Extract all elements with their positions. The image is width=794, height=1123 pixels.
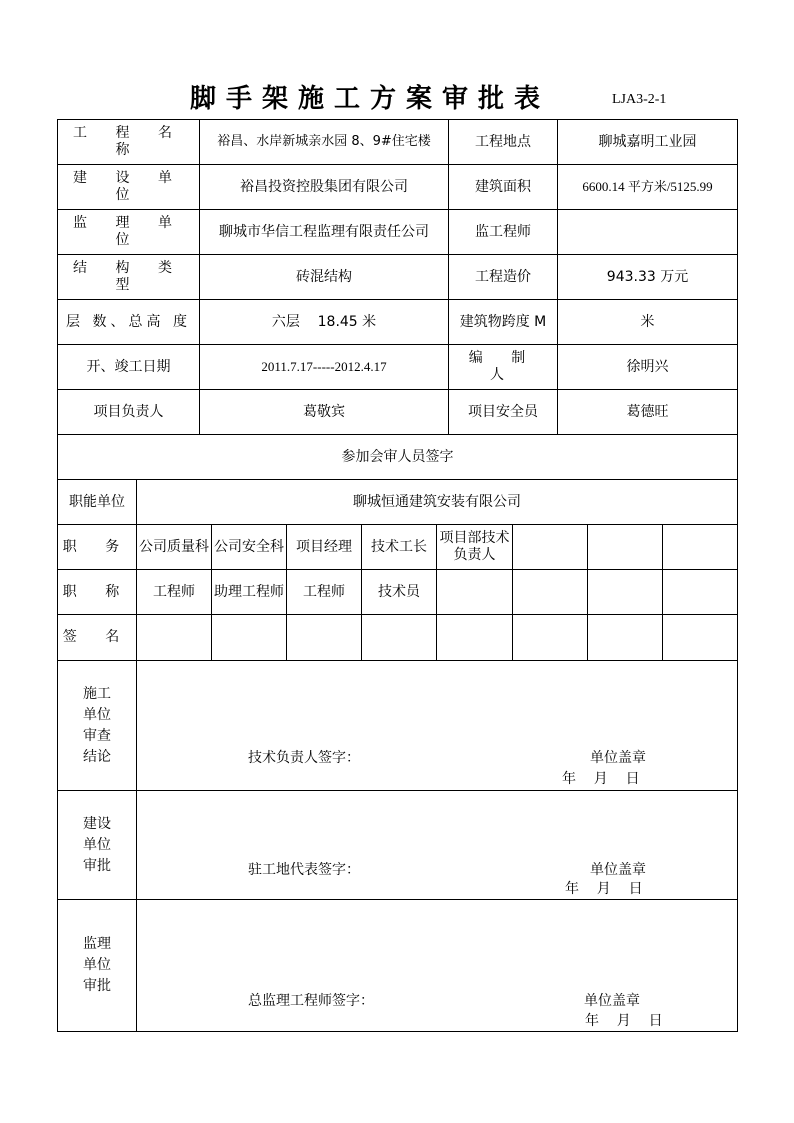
supervisor-unit-label: 监 理 单 位 [57, 209, 200, 255]
title-cell [436, 569, 513, 615]
review-heading: 参加会审人员签字 [57, 434, 738, 480]
project-location-label: 工程地点 [448, 119, 558, 165]
project-location-value: 聊城嘉明工业园 [557, 119, 738, 165]
post-cell: 公司安全科 [211, 524, 287, 570]
construction-signer: 技术负责人签字： [248, 750, 360, 766]
supervisor-engineer-label: 监工程师 [448, 209, 558, 255]
post-label: 职 务 [57, 524, 137, 570]
title-cell: 技术员 [361, 569, 437, 615]
structure-label: 结 构 类 型 [57, 254, 200, 300]
form-code: LJA3-2-1 [612, 92, 667, 107]
safety-value: 葛德旺 [557, 389, 738, 435]
title-cell: 助理工程师 [211, 569, 287, 615]
signature-cell [286, 614, 362, 661]
builder-approval-label: 建设 单位 审批 [57, 790, 137, 900]
supervisor-stamp: 单位盖章 [584, 993, 640, 1009]
unit-label: 职能单位 [57, 479, 137, 525]
signature-cell [211, 614, 287, 661]
construction-stamp: 单位盖章 [590, 750, 646, 766]
project-name-label: 工 程 名 称 [57, 119, 200, 165]
span-label: 建筑物跨度 M [448, 299, 558, 345]
post-cell [662, 524, 738, 570]
safety-label: 项目安全员 [448, 389, 558, 435]
page-title: 脚手架施工方案审批表 [190, 84, 551, 114]
area-value: 6600.14 平方米/5125.99 [557, 164, 738, 210]
unit-value: 聊城恒通建筑安装有限公司 [136, 479, 738, 525]
post-cell: 公司质量科 [136, 524, 212, 570]
builder-signer: 驻工地代表签字： [248, 862, 360, 878]
signature-cell [662, 614, 738, 661]
builder-approval-area [136, 790, 738, 900]
post-cell [512, 524, 588, 570]
floors-value: 六层 18.45 米 [199, 299, 449, 345]
cost-label: 工程造价 [448, 254, 558, 300]
span-value: 米 [557, 299, 738, 345]
title-cell [587, 569, 663, 615]
signature-cell [136, 614, 212, 661]
pm-label: 项目负责人 [57, 389, 200, 435]
post-cell: 项目部技术负责人 [436, 524, 513, 570]
sign-label: 签 名 [57, 614, 137, 661]
dates-label: 开、竣工日期 [57, 344, 200, 390]
supervisor-unit-value: 聊城市华信工程监理有限责任公司 [199, 209, 449, 255]
supervisor-engineer-value [557, 209, 738, 255]
supervisor-date: 年 月 日 [585, 1013, 663, 1029]
signature-cell [436, 614, 513, 661]
construction-date: 年 月 日 [562, 771, 640, 787]
builder-stamp: 单位盖章 [590, 862, 646, 878]
area-label: 建筑面积 [448, 164, 558, 210]
compiler-value: 徐明兴 [557, 344, 738, 390]
supervisor-signer: 总监理工程师签字： [248, 993, 374, 1009]
structure-value: 砖混结构 [199, 254, 449, 300]
post-cell: 技术工长 [361, 524, 437, 570]
title-label: 职 称 [57, 569, 137, 615]
compiler-label: 编 制 人 [448, 344, 558, 390]
builder-label: 建 设 单 位 [57, 164, 200, 210]
signature-cell [587, 614, 663, 661]
title-cell: 工程师 [286, 569, 362, 615]
builder-value: 裕昌投资控股集团有限公司 [199, 164, 449, 210]
project-name-value: 裕昌、水岸新城亲水园 8、9#住宅楼 [199, 119, 449, 165]
floors-label: 层 数、总高 度 [57, 299, 200, 345]
cost-value: 943.33 万元 [557, 254, 738, 300]
title-cell [662, 569, 738, 615]
supervisor-approval-label: 监理 单位 审批 [57, 899, 137, 1032]
title-cell [512, 569, 588, 615]
dates-value: 2011.7.17-----2012.4.17 [199, 344, 449, 390]
construction-review-label: 施工 单位 审查 结论 [57, 660, 137, 791]
post-cell: 项目经理 [286, 524, 362, 570]
signature-cell [361, 614, 437, 661]
post-cell [587, 524, 663, 570]
pm-value: 葛敬宾 [199, 389, 449, 435]
builder-date: 年 月 日 [565, 881, 643, 897]
signature-cell [512, 614, 588, 661]
construction-review-area [136, 660, 738, 791]
title-cell: 工程师 [136, 569, 212, 615]
